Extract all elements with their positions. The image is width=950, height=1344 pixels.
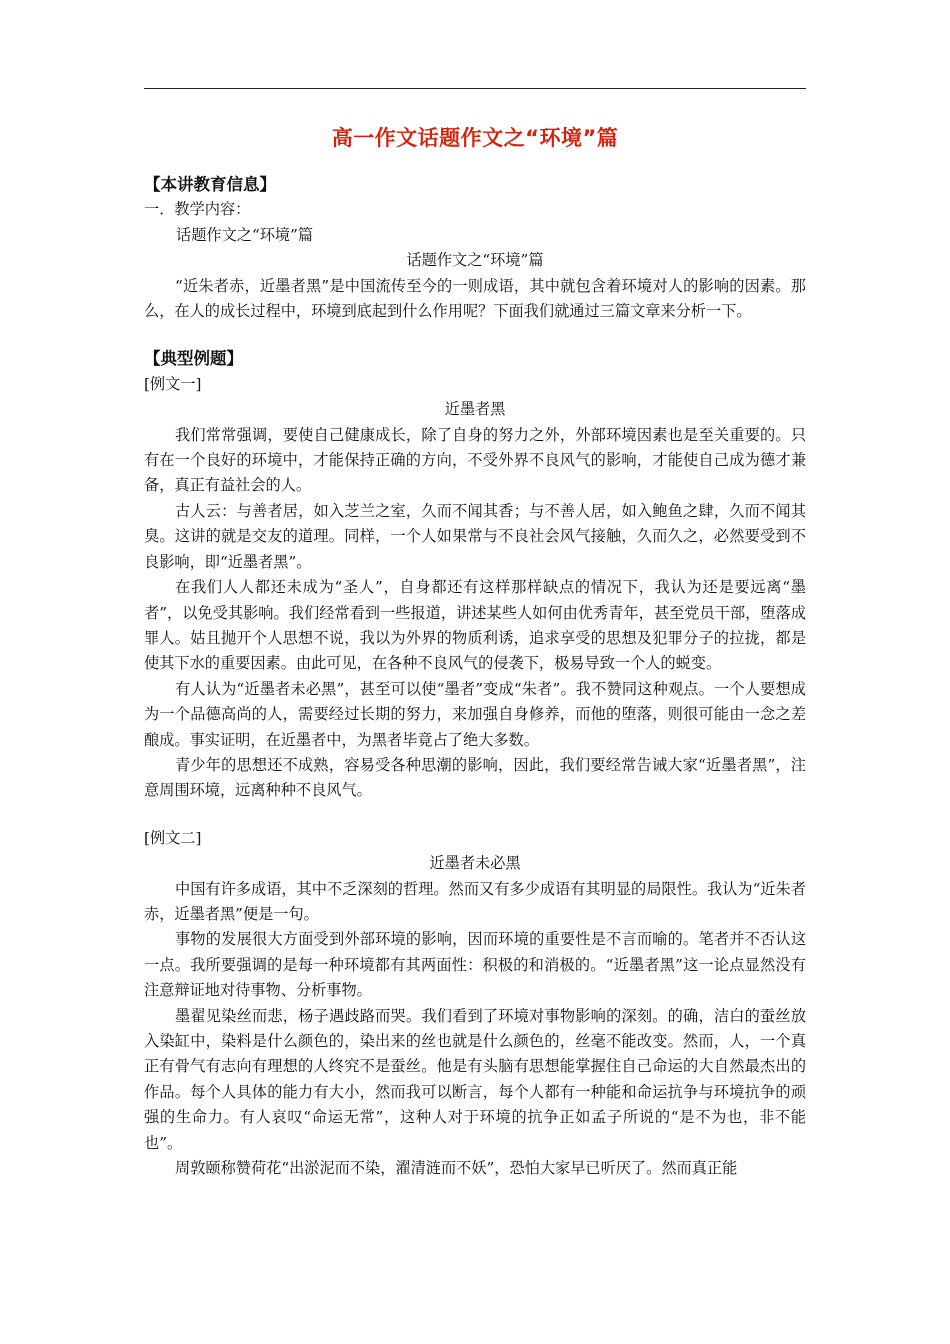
essay2-label: [例文二] xyxy=(144,828,202,847)
essay1-paragraph: 青少年的思想还不成熟，容易受各种思潮的影响，因此，我们要经常告诫大家“近墨者黑”，注意周围环境，远离种种不良风气。 xyxy=(144,755,806,800)
essay2-paragraph: 周敦颐称赞荷花“出淤泥而不染，濯清涟而不妖”，恐怕大家早已听厌了。然而真正能 xyxy=(175,1159,738,1178)
essay1-paragraph: 我们常常强调，要使自己健康成长，除了自身的努力之外，外部环境因素也是至关重要的。只有在一个良好的环境中，才能保持正确的方向，不受外界不良风气的影响，才能使自己成为德才兼备，真正有益社会的人。 xyxy=(144,425,806,495)
teaching-content-label: 一．教学内容： xyxy=(144,200,251,219)
header-rule xyxy=(144,88,806,89)
essay1-label: [例文一] xyxy=(144,374,202,393)
section-heading-examples: 【典型例题】 xyxy=(144,349,243,369)
essay1-paragraph: 古人云：与善者居，如入芝兰之室，久而不闻其香；与不善人居，如入鲍鱼之肆，久而不闻其臭。这讲的就是交友的道理。同样，一个人如果常与不良社会风气接触，久而久之，必然要受到不良影响，即“近墨者黑”。 xyxy=(144,501,806,571)
essay2-paragraph: 事物的发展很大方面受到外部环境的影响，因而环境的重要性是不言而喻的。笔者并不否认这一点。我所要强调的是每一种环境都有其两面性：积极的和消极的。“近墨者黑”这一论点显然没有注意辩证地对待事物、分析事物。 xyxy=(144,930,806,1000)
topic-line: 话题作文之“环境”篇 xyxy=(176,225,314,244)
essay1-paragraph: 在我们人人都还未成为“圣人”，自身都还有这样那样缺点的情况下，我认为还是要远离“墨者”，以免受其影响。我们经常看到一些报道，讲述某些人如何由优秀青年，甚至党员干部，堕落成罪人。姑且抛开个人思想不说，我以为外界的物质利诱，追求享受的思想及犯罪分子的拉拢，都是使其下水的重要因素。由此可见，在各种不良风气的侵袭下，极易导致一个人的蜕变。 xyxy=(144,578,806,673)
topic-center-title: 话题作文之“环境”篇 xyxy=(406,251,544,270)
intro-paragraph: “近朱者赤，近墨者黑”是中国流传至今的一则成语，其中就包含着环境对人的影响的因素。那么，在人的成长过程中，环境到底起到什么作用呢？下面我们就通过三篇文章来分析一下。 xyxy=(144,276,806,321)
essay1-title: 近墨者黑 xyxy=(444,400,506,419)
page-title: 高一作文话题作文之“环境”篇 xyxy=(331,126,619,150)
section-heading-info: 【本讲教育信息】 xyxy=(144,175,276,194)
essay2-title: 近墨者未必黑 xyxy=(429,854,521,873)
essay2-paragraph: 中国有许多成语，其中不乏深刻的哲理。然而又有多少成语有其明显的局限性。我认为“近朱者赤，近墨者黑”便是一句。 xyxy=(144,879,806,923)
essay1-paragraph: 有人认为“近墨者未必黑”，甚至可以使“墨者”变成“朱者”。我不赞同这种观点。一个人要想成为一个品德高尚的人，需要经过长期的努力，来加强自身修养，而他的堕落，则很可能由一念之差酿成。事实证明，在近墨者中，为黑者毕竟占了绝大多数。 xyxy=(144,679,806,749)
essay2-paragraph: 墨翟见染丝而悲，杨子遇歧路而哭。我们看到了环境对事物影响的深刻。的确，洁白的蚕丝放入染缸中，染料是什么颜色的，染出来的丝也就是什么颜色的，丝毫不能改变。然而，人，一个真正有骨气有志向有理想的人终究不是蚕丝。他是有头脑有思想能掌握住自己命运的大自然最杰出的作品。每个人具体的能力有大小，然而我可以断言，每个人都有一种能和命运抗争与环境抗争的顽强的生命力。有人哀叹“命运无常”，这种人对于环境的抗争正如孟子所说的“是不为也，非不能也”。 xyxy=(144,1006,806,1152)
document-body xyxy=(144,172,806,1181)
